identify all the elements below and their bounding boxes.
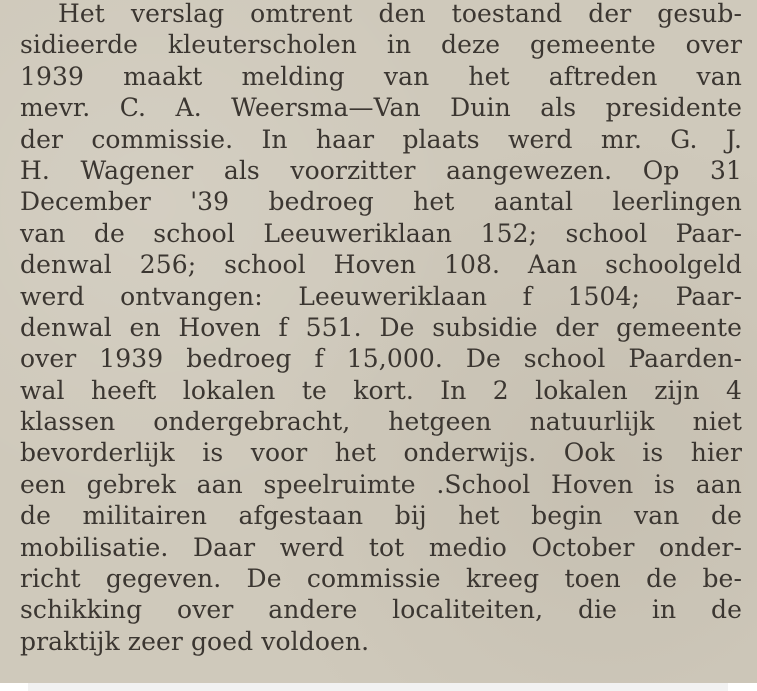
article-line: bevorderlijk is voor het onderwijs. Ook is hier xyxy=(20,438,742,468)
article-line: Het verslag omtrent den toestand der gesub- xyxy=(58,0,742,28)
article-line: H. Wagener als voorzitter aangewezen. Op 31 xyxy=(20,155,742,185)
article-line: sidieerde kleuterscholen in deze gemeente over xyxy=(20,30,742,60)
article-line: denwal en Hoven f 551. De subsidie der gemeente xyxy=(20,312,742,342)
bottom-edge xyxy=(0,683,757,691)
article-line: mevr. C. A. Weersma—Van Duin als presidente xyxy=(20,93,742,123)
article-text xyxy=(20,0,742,657)
article-line: schikking over andere localiteiten, die in de xyxy=(20,595,742,625)
article-line: richt gegeven. De commissie kreeg toen de be- xyxy=(20,564,742,594)
article-line: van de school Leeuweriklaan 152; school Paar- xyxy=(20,218,742,248)
article-line: klassen ondergebracht, hetgeen natuurlijk niet xyxy=(20,407,742,437)
article-line: mobilisatie. Daar werd tot medio October onder- xyxy=(20,532,742,562)
article-line: de militairen afgestaan bij het begin van de xyxy=(20,501,742,531)
article-line: der commissie. In haar plaats werd mr. G. J. xyxy=(20,124,742,154)
article-line: werd ontvangen: Leeuweriklaan f 1504; Paar- xyxy=(20,281,742,311)
article-line: 1939 maakt melding van het aftreden van xyxy=(20,61,742,91)
article-line: December '39 bedroeg het aantal leerlingen xyxy=(20,187,742,217)
article-line: een gebrek aan speelruimte .School Hoven is aan xyxy=(20,469,742,499)
article-line: over 1939 bedroeg f 15,000. De school Paarden- xyxy=(20,344,742,374)
article-line: denwal 256; school Hoven 108. Aan schoolgeld xyxy=(20,250,742,280)
article-line: praktijk zeer goed voldoen. xyxy=(20,626,370,656)
horizontal-scroll-track[interactable] xyxy=(28,683,728,691)
article-line: wal heeft lokalen te kort. In 2 lokalen zijn 4 xyxy=(20,375,742,405)
